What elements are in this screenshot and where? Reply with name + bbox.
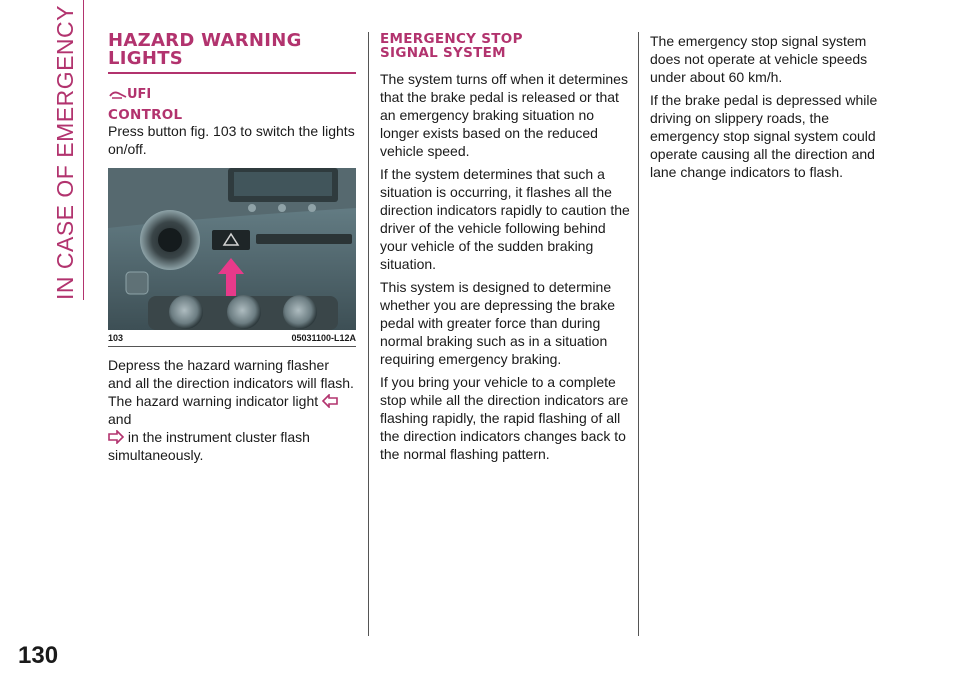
paragraph: The system turns off when it determines that the brake pedal is released or that an emergency braking situation no longer exists based on the reduced vehicle speed. bbox=[380, 71, 628, 159]
svg-text:UFI: UFI bbox=[127, 87, 152, 102]
page-number: 130 bbox=[18, 642, 59, 669]
manual-reference-icon bbox=[108, 82, 356, 102]
right-arrow-indicator-icon bbox=[108, 430, 124, 444]
figure-caption bbox=[108, 333, 356, 343]
section-heading-emergency-stop: EMERGENCY STOP SIGNAL SYSTEM bbox=[380, 31, 523, 61]
side-rule bbox=[83, 0, 84, 300]
left-arrow-indicator-icon bbox=[322, 394, 338, 408]
heading-rule bbox=[108, 72, 356, 74]
figure-number: 103 bbox=[108, 333, 124, 343]
column-divider-2 bbox=[638, 32, 639, 636]
paragraph: This system is designed to determine whether you are depressing the brake pedal with greater force than during normal braking such as in a situation requiring emergency braking. bbox=[380, 279, 616, 367]
section-heading: HAZARD WARNING LIGHTS bbox=[108, 30, 302, 69]
figure-hazard-button bbox=[108, 168, 356, 343]
paragraph: If you bring your vehicle to a complete stop while all the direction indicators are flashing rapidly, the rapid flashing of all the direction indicators changes back to the normal flashing pattern. bbox=[380, 374, 629, 462]
paragraph-intro: Press button fig. 103 to switch the lights on/off. bbox=[108, 123, 355, 157]
dashboard-photo bbox=[108, 168, 356, 330]
column-3 bbox=[650, 32, 900, 186]
column-divider-1 bbox=[368, 32, 369, 636]
figure-rule bbox=[108, 346, 356, 347]
paragraph: If the brake pedal is depressed while driving on slippery roads, the emergency stop signal system could operate causing all the direction and lane change indicators to flash. bbox=[650, 92, 878, 180]
paragraph: The emergency stop signal system does not operate at vehicle speeds under about 60 km/h. bbox=[650, 33, 868, 85]
column-1 bbox=[108, 26, 356, 469]
column-2 bbox=[380, 26, 632, 468]
paragraph-hazard-text-c: in the instrument cluster flash simultaneously. bbox=[108, 429, 310, 463]
paragraph-hazard bbox=[108, 356, 356, 464]
paragraph-hazard-text-a: Depress the hazard warning flasher and all the direction indicators will flash. The hazard warning indicator light bbox=[108, 357, 354, 409]
side-section-title: IN CASE OF EMERGENCY bbox=[52, 5, 78, 300]
subheading-control: CONTROL bbox=[108, 107, 183, 123]
paragraph: If the system determines that such a situation is occurring, it flashes all the direction indicators rapidly to caution the driver of the vehicle following behind your vehicle of the sudden braking situation. bbox=[380, 166, 630, 272]
figure-code: 05031100-L12A bbox=[291, 333, 356, 343]
paragraph-hazard-text-b: and bbox=[108, 411, 132, 427]
